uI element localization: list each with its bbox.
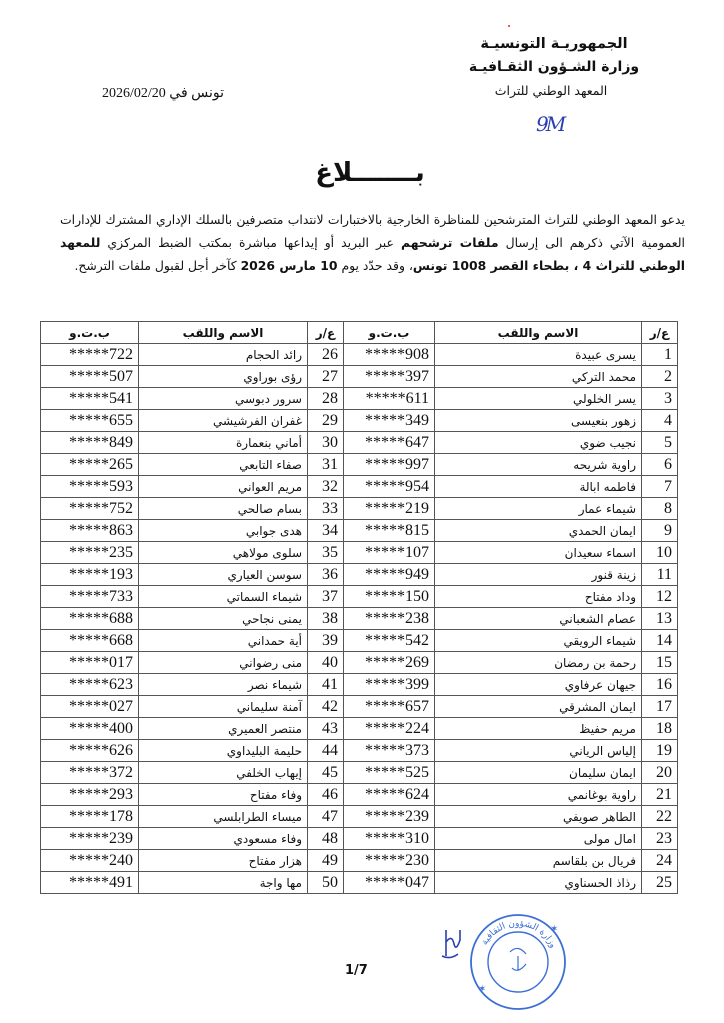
row-number: 18	[642, 718, 678, 740]
candidate-id: *****949	[344, 564, 435, 586]
row-number: 11	[642, 564, 678, 586]
body-part4: كآخر أجل لقبول ملفات الترشح.	[74, 258, 241, 273]
candidate-name: ايمان الحمدي	[435, 520, 642, 542]
table-row	[41, 850, 678, 872]
table-row	[41, 366, 678, 388]
candidate-id: *****017	[41, 652, 139, 674]
row-number: 49	[308, 850, 344, 872]
candidate-name: منتصر العميري	[139, 718, 308, 740]
candidate-name: شيماء الرويقي	[435, 630, 642, 652]
table-row	[41, 520, 678, 542]
candidate-name: صفاء التابعي	[139, 454, 308, 476]
candidate-id: *****954	[344, 476, 435, 498]
row-number: 42	[308, 696, 344, 718]
row-number: 7	[642, 476, 678, 498]
candidate-name: أماني بنعمارة	[139, 432, 308, 454]
row-number: 6	[642, 454, 678, 476]
table-row	[41, 564, 678, 586]
table-row	[41, 806, 678, 828]
row-number: 38	[308, 608, 344, 630]
candidate-name: يمنى نجاحي	[139, 608, 308, 630]
candidate-id: *****997	[344, 454, 435, 476]
table-row	[41, 344, 678, 366]
candidate-id: *****647	[344, 432, 435, 454]
row-number: 9	[642, 520, 678, 542]
body-part3: ، وقد حدّد يوم	[337, 258, 413, 273]
row-number: 23	[642, 828, 678, 850]
candidate-id: *****815	[344, 520, 435, 542]
candidate-name: ايمان سليمان	[435, 762, 642, 784]
table-row	[41, 608, 678, 630]
table-row	[41, 388, 678, 410]
body-part1: يدعو المعهد الوطني للتراث المترشحين للمناظرة الخارجية بالاختبارات لانتداب متصرفين بالسلك الإداري المشترك للإدارات العمومية الآتي ذكرهم الى إرسال	[60, 212, 685, 250]
reference-mark: 9M	[536, 112, 564, 136]
body-bold3: 10 مارس 2026	[240, 258, 338, 273]
candidate-name: مها واجة	[139, 872, 308, 894]
candidate-name: آمنة سليماني	[139, 696, 308, 718]
candidate-id: *****688	[41, 608, 139, 630]
candidate-name: سرور دبوسي	[139, 388, 308, 410]
candidate-name: شيماء نصر	[139, 674, 308, 696]
candidate-name: سوسن العياري	[139, 564, 308, 586]
row-number: 1	[642, 344, 678, 366]
table-row	[41, 498, 678, 520]
table-row	[41, 762, 678, 784]
body-part2: عبر البريد أو إيداعها مباشرة بمكتب الضبط المركزي	[100, 235, 401, 250]
candidate-name: رؤى بوراوي	[139, 366, 308, 388]
row-number: 43	[308, 718, 344, 740]
candidate-name: زينة قنور	[435, 564, 642, 586]
candidate-name: شيماء عمار	[435, 498, 642, 520]
candidate-name: رذاذ الحسناوي	[435, 872, 642, 894]
candidate-id: *****400	[41, 718, 139, 740]
table-row	[41, 784, 678, 806]
candidate-name: الطاهر صويفي	[435, 806, 642, 828]
row-number: 8	[642, 498, 678, 520]
header-cin-2: ب.ت.و	[41, 322, 139, 344]
row-number: 2	[642, 366, 678, 388]
candidate-name: امال مولى	[435, 828, 642, 850]
row-number: 36	[308, 564, 344, 586]
candidate-id: *****399	[344, 674, 435, 696]
candidate-name: إلياس الرياني	[435, 740, 642, 762]
row-number: 27	[308, 366, 344, 388]
row-number: 25	[642, 872, 678, 894]
table-row	[41, 740, 678, 762]
candidate-id: *****655	[41, 410, 139, 432]
date-line: تونس في 2026/02/20	[102, 86, 225, 101]
candidate-name: رائد الحجام	[139, 344, 308, 366]
candidate-id: *****525	[344, 762, 435, 784]
candidate-id: *****593	[41, 476, 139, 498]
candidate-name: بسام صالحي	[139, 498, 308, 520]
candidate-id: *****230	[344, 850, 435, 872]
candidate-name: زهور بنعيسى	[435, 410, 642, 432]
row-number: 37	[308, 586, 344, 608]
official-stamp	[468, 912, 568, 1012]
candidate-name: يسر الخلولي	[435, 388, 642, 410]
table-row	[41, 652, 678, 674]
candidate-id: *****265	[41, 454, 139, 476]
row-number: 21	[642, 784, 678, 806]
candidate-name: سلوى مولاهي	[139, 542, 308, 564]
header-name-2: الاسم واللقب	[139, 322, 308, 344]
candidate-id: *****397	[344, 366, 435, 388]
candidate-id: *****239	[41, 828, 139, 850]
row-number: 39	[308, 630, 344, 652]
row-number: 32	[308, 476, 344, 498]
candidate-id: *****240	[41, 850, 139, 872]
candidate-id: *****150	[344, 586, 435, 608]
candidate-id: *****269	[344, 652, 435, 674]
candidate-name: مريم حفيظ	[435, 718, 642, 740]
candidates-table	[40, 321, 678, 894]
candidate-id: *****542	[344, 630, 435, 652]
candidate-name: ميساء الطرابلسي	[139, 806, 308, 828]
candidate-id: *****373	[344, 740, 435, 762]
candidate-id: *****722	[41, 344, 139, 366]
table-header-row	[41, 322, 678, 344]
candidate-name: جيهان عرفاوي	[435, 674, 642, 696]
handwritten-signature	[438, 922, 468, 962]
row-number: 26	[308, 344, 344, 366]
candidate-id: *****349	[344, 410, 435, 432]
table-row	[41, 432, 678, 454]
row-number: 44	[308, 740, 344, 762]
candidate-id: *****657	[344, 696, 435, 718]
candidate-name: نجيب ضوي	[435, 432, 642, 454]
candidate-id: *****235	[41, 542, 139, 564]
row-number: 50	[308, 872, 344, 894]
scan-artifact-dot	[508, 25, 510, 27]
row-number: 22	[642, 806, 678, 828]
candidate-name: ايمان المشرقي	[435, 696, 642, 718]
candidate-id: *****239	[344, 806, 435, 828]
candidate-id: *****668	[41, 630, 139, 652]
header-ministry: وزارة الشـؤون الثقـافيـة	[468, 59, 640, 75]
stamp-textpath: وزارة الشؤون الثقافية	[479, 918, 558, 950]
candidate-id: *****863	[41, 520, 139, 542]
row-number: 13	[642, 608, 678, 630]
table-row	[41, 630, 678, 652]
candidate-id: *****224	[344, 718, 435, 740]
header-institute: المعهد الوطني للتراث	[494, 83, 608, 98]
row-number: 16	[642, 674, 678, 696]
candidate-id: *****238	[344, 608, 435, 630]
row-number: 15	[642, 652, 678, 674]
table-row	[41, 454, 678, 476]
candidate-name: فاطمه ابالة	[435, 476, 642, 498]
notice-title: بـــــــلاغ	[315, 158, 425, 188]
candidate-name: إيهاب الخلفي	[139, 762, 308, 784]
row-number: 45	[308, 762, 344, 784]
candidate-id: *****611	[344, 388, 435, 410]
candidate-name: منى رضواني	[139, 652, 308, 674]
candidate-name: راوية بوغانمي	[435, 784, 642, 806]
row-number: 14	[642, 630, 678, 652]
candidate-name: وفاء مفتاح	[139, 784, 308, 806]
candidate-id: *****507	[41, 366, 139, 388]
row-number: 10	[642, 542, 678, 564]
candidate-name: هدى جوابي	[139, 520, 308, 542]
candidate-id: *****752	[41, 498, 139, 520]
row-number: 47	[308, 806, 344, 828]
candidate-name: مريم العواني	[139, 476, 308, 498]
row-number: 48	[308, 828, 344, 850]
header-republic: الجمهوريـة التونسيـة	[480, 36, 628, 52]
candidate-name: محمد التركي	[435, 366, 642, 388]
candidate-name: وفاء مسعودي	[139, 828, 308, 850]
table-body	[41, 344, 678, 894]
candidate-name: شيماء السماتي	[139, 586, 308, 608]
header-num-1: ع/ر	[642, 322, 678, 344]
candidate-id: *****541	[41, 388, 139, 410]
header-cin-1: ب.ت.و	[344, 322, 435, 344]
stamp-star-icon: ✶	[478, 984, 487, 995]
candidate-name: وداد مفتاح	[435, 586, 642, 608]
candidate-id: *****107	[344, 542, 435, 564]
row-number: 30	[308, 432, 344, 454]
candidate-name: راوية شريحه	[435, 454, 642, 476]
candidate-id: *****372	[41, 762, 139, 784]
table-row	[41, 542, 678, 564]
candidate-name: هزار مفتاح	[139, 850, 308, 872]
table-row	[41, 674, 678, 696]
header-name-1: الاسم واللقب	[435, 322, 642, 344]
row-number: 3	[642, 388, 678, 410]
candidate-name: يسرى عبيدة	[435, 344, 642, 366]
candidate-id: *****849	[41, 432, 139, 454]
candidate-name: أية حمداني	[139, 630, 308, 652]
row-number: 35	[308, 542, 344, 564]
candidate-id: *****491	[41, 872, 139, 894]
candidate-id: *****178	[41, 806, 139, 828]
table-row	[41, 828, 678, 850]
table-row	[41, 872, 678, 894]
candidate-id: *****047	[344, 872, 435, 894]
candidate-id: *****623	[41, 674, 139, 696]
candidate-id: *****908	[344, 344, 435, 366]
body-bold1: ملفات ترشحهم	[400, 235, 499, 250]
candidate-id: *****219	[344, 498, 435, 520]
row-number: 12	[642, 586, 678, 608]
page-number: 1/7	[345, 963, 368, 978]
candidate-name: عصام الشعباني	[435, 608, 642, 630]
candidate-id: *****733	[41, 586, 139, 608]
table-row	[41, 696, 678, 718]
row-number: 31	[308, 454, 344, 476]
stamp-star-icon: ✶	[550, 924, 559, 935]
candidate-id: *****027	[41, 696, 139, 718]
row-number: 34	[308, 520, 344, 542]
table-row	[41, 718, 678, 740]
candidate-id: *****293	[41, 784, 139, 806]
row-number: 5	[642, 432, 678, 454]
candidate-id: *****310	[344, 828, 435, 850]
candidate-name: غفران الفرشيشي	[139, 410, 308, 432]
row-number: 19	[642, 740, 678, 762]
candidate-name: اسماء سعيدان	[435, 542, 642, 564]
notice-body	[60, 208, 685, 277]
header-num-2: ع/ر	[308, 322, 344, 344]
body-bold2: للمعهد الوطني للتراث 4 ، بطحاء القصر 1008 تونس	[60, 235, 685, 273]
candidate-id: *****626	[41, 740, 139, 762]
candidate-id: *****624	[344, 784, 435, 806]
row-number: 4	[642, 410, 678, 432]
candidate-name: رحمة بن رمضان	[435, 652, 642, 674]
table-row	[41, 586, 678, 608]
table-row	[41, 476, 678, 498]
row-number: 20	[642, 762, 678, 784]
row-number: 41	[308, 674, 344, 696]
row-number: 29	[308, 410, 344, 432]
row-number: 24	[642, 850, 678, 872]
row-number: 33	[308, 498, 344, 520]
row-number: 40	[308, 652, 344, 674]
table-row	[41, 410, 678, 432]
candidate-id: *****193	[41, 564, 139, 586]
row-number: 17	[642, 696, 678, 718]
row-number: 46	[308, 784, 344, 806]
candidate-name: حليمة البليداوي	[139, 740, 308, 762]
row-number: 28	[308, 388, 344, 410]
candidate-name: فريال بن بلقاسم	[435, 850, 642, 872]
